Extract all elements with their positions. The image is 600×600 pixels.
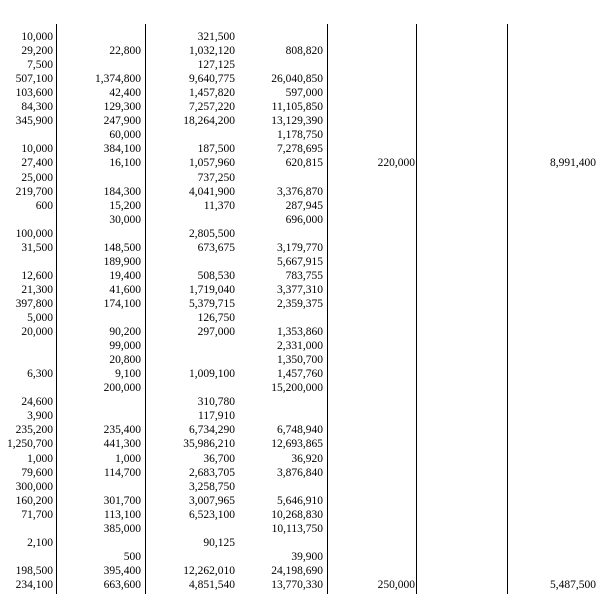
table-cell: 79,600 xyxy=(21,466,53,479)
table-cell: 234,100 xyxy=(15,578,53,591)
table-cell xyxy=(0,213,53,227)
table-cell xyxy=(420,325,596,339)
table-cell xyxy=(330,227,415,241)
table-row xyxy=(0,452,600,466)
table-row xyxy=(0,522,600,536)
table-cell xyxy=(330,564,415,578)
table-cell: 9,100 xyxy=(115,368,141,381)
table-cell: 1,057,960 xyxy=(189,157,235,170)
table-row xyxy=(0,255,600,269)
table-cell: 11,105,850 xyxy=(271,101,323,114)
table-cell: 1,719,040 xyxy=(189,283,235,296)
table-cell xyxy=(0,381,53,395)
table-cell: 18,264,200 xyxy=(183,115,235,128)
table-cell xyxy=(420,100,596,114)
table-cell xyxy=(420,44,596,58)
table-cell xyxy=(330,395,415,409)
table-row xyxy=(0,353,600,367)
table-cell xyxy=(60,227,141,241)
table-cell xyxy=(330,297,415,311)
table-cell: 35,986,210 xyxy=(183,438,235,451)
table-cell: 99,000 xyxy=(109,340,141,353)
table-row xyxy=(0,128,600,142)
table-cell: 397,800 xyxy=(15,297,53,310)
table-row xyxy=(0,241,600,255)
table-cell: 39,900 xyxy=(291,550,323,563)
table-cell xyxy=(330,255,415,269)
table-cell: 90,200 xyxy=(109,326,141,339)
table-cell xyxy=(330,522,415,536)
table-cell xyxy=(150,550,235,564)
table-cell xyxy=(330,30,415,44)
table-cell: 100,000 xyxy=(15,227,53,240)
table-cell: 7,500 xyxy=(27,59,53,72)
table-cell xyxy=(420,297,596,311)
table-cell xyxy=(330,213,415,227)
table-row xyxy=(0,185,600,199)
table-row xyxy=(0,199,600,213)
table-cell: 3,007,965 xyxy=(189,494,235,507)
table-row xyxy=(0,156,600,170)
table-row xyxy=(0,227,600,241)
table-row xyxy=(0,395,600,409)
table-cell xyxy=(330,100,415,114)
table-cell: 6,734,290 xyxy=(189,424,235,437)
table-cell xyxy=(245,409,323,423)
table-cell xyxy=(0,255,53,269)
table-cell: 1,350,700 xyxy=(277,354,323,367)
table-cell xyxy=(420,480,596,494)
table-row xyxy=(0,480,600,494)
table-cell: 16,100 xyxy=(109,157,141,170)
table-cell: 441,300 xyxy=(103,438,141,451)
table-cell: 41,600 xyxy=(109,283,141,296)
table-cell: 19,400 xyxy=(109,269,141,282)
table-cell: 5,487,500 xyxy=(550,578,596,591)
table-cell: 26,040,850 xyxy=(271,73,323,86)
table-cell xyxy=(420,508,596,522)
table-cell: 127,125 xyxy=(197,59,235,72)
table-cell: 3,900 xyxy=(27,410,53,423)
table-cell: 500 xyxy=(123,550,141,563)
table-row xyxy=(0,30,600,44)
table-cell: 1,009,100 xyxy=(189,368,235,381)
table-row xyxy=(0,283,600,297)
table-cell xyxy=(330,199,415,213)
table-cell xyxy=(150,128,235,142)
table-row xyxy=(0,100,600,114)
table-cell: 22,800 xyxy=(109,45,141,58)
table-row xyxy=(0,409,600,423)
table-cell xyxy=(60,480,141,494)
table-cell: 620,815 xyxy=(285,157,323,170)
table-cell xyxy=(330,142,415,156)
table-cell xyxy=(245,30,323,44)
table-cell: 12,600 xyxy=(21,269,53,282)
table-cell: 160,200 xyxy=(15,494,53,507)
table-cell xyxy=(330,494,415,508)
table-cell: 29,200 xyxy=(21,45,53,58)
table-cell xyxy=(330,339,415,353)
table-cell: 13,129,390 xyxy=(271,115,323,128)
table-cell: 15,200 xyxy=(109,199,141,212)
table-cell xyxy=(420,437,596,451)
table-cell: 385,000 xyxy=(103,522,141,535)
table-cell xyxy=(330,480,415,494)
table-cell: 25,000 xyxy=(21,171,53,184)
table-cell: 2,100 xyxy=(27,536,53,549)
table-cell xyxy=(0,522,53,536)
table-cell xyxy=(330,381,415,395)
table-cell: 220,000 xyxy=(377,157,415,170)
table-cell: 737,250 xyxy=(197,171,235,184)
table-cell: 6,300 xyxy=(27,368,53,381)
table-cell: 2,331,000 xyxy=(277,340,323,353)
table-cell xyxy=(420,409,596,423)
table-cell: 15,200,000 xyxy=(271,382,323,395)
table-cell: 12,262,010 xyxy=(183,564,235,577)
table-cell: 2,359,375 xyxy=(277,297,323,310)
table-cell xyxy=(420,536,596,550)
table-cell xyxy=(420,86,596,100)
table-cell xyxy=(420,114,596,128)
table-cell: 507,100 xyxy=(15,73,53,86)
table-cell xyxy=(420,58,596,72)
table-row xyxy=(0,213,600,227)
table-row xyxy=(0,494,600,508)
table-row xyxy=(0,437,600,451)
table-row xyxy=(0,367,600,381)
table-cell: 297,000 xyxy=(197,326,235,339)
table-cell: 3,876,840 xyxy=(277,466,323,479)
table-row xyxy=(0,339,600,353)
table-cell: 247,900 xyxy=(103,115,141,128)
table-cell xyxy=(245,395,323,409)
table-cell xyxy=(330,185,415,199)
table-cell: 345,900 xyxy=(15,115,53,128)
table-cell xyxy=(330,128,415,142)
table-cell xyxy=(330,311,415,325)
table-cell xyxy=(420,423,596,437)
table-cell xyxy=(150,353,235,367)
table-cell xyxy=(245,171,323,185)
table-cell: 60,000 xyxy=(109,129,141,142)
table-cell: 310,780 xyxy=(197,396,235,409)
table-cell xyxy=(330,171,415,185)
table-cell xyxy=(60,30,141,44)
table-cell: 8,991,400 xyxy=(550,157,596,170)
table-cell xyxy=(60,58,141,72)
table-cell: 395,400 xyxy=(103,564,141,577)
table-cell: 300,000 xyxy=(15,480,53,493)
table-cell: 1,250,700 xyxy=(7,438,53,451)
table-cell xyxy=(330,72,415,86)
table-row xyxy=(0,564,600,578)
table-cell: 3,376,870 xyxy=(277,185,323,198)
table-cell: 219,700 xyxy=(15,185,53,198)
table-cell xyxy=(330,367,415,381)
table-cell xyxy=(420,30,596,44)
table-cell: 1,000 xyxy=(27,452,53,465)
table-cell: 10,113,750 xyxy=(271,522,323,535)
table-cell xyxy=(420,564,596,578)
table-cell xyxy=(420,241,596,255)
table-row xyxy=(0,269,600,283)
table-cell: 2,683,705 xyxy=(189,466,235,479)
table-cell: 113,100 xyxy=(104,508,141,521)
table-cell xyxy=(60,536,141,550)
table-cell xyxy=(0,339,53,353)
table-cell: 1,178,750 xyxy=(277,129,323,142)
table-cell: 20,800 xyxy=(109,354,141,367)
table-cell: 3,179,770 xyxy=(277,241,323,254)
table-row xyxy=(0,311,600,325)
table-cell xyxy=(150,339,235,353)
table-cell: 11,370 xyxy=(203,199,235,212)
table-cell: 21,300 xyxy=(21,283,53,296)
table-cell: 597,000 xyxy=(285,87,323,100)
table-cell xyxy=(60,171,141,185)
table-cell xyxy=(330,452,415,466)
table-row xyxy=(0,114,600,128)
table-cell xyxy=(245,227,323,241)
table-cell xyxy=(330,241,415,255)
table-cell xyxy=(420,381,596,395)
table-cell: 1,457,820 xyxy=(189,87,235,100)
table-cell: 1,374,800 xyxy=(95,73,141,86)
table-row xyxy=(0,58,600,72)
table-cell: 3,258,750 xyxy=(189,480,235,493)
table-cell: 696,000 xyxy=(285,213,323,226)
table-cell xyxy=(330,353,415,367)
table-cell: 600 xyxy=(35,199,53,212)
table-cell: 114,700 xyxy=(104,466,141,479)
table-cell: 7,278,695 xyxy=(277,143,323,156)
table-cell: 6,523,100 xyxy=(189,508,235,521)
table-row xyxy=(0,142,600,156)
table-cell: 31,500 xyxy=(21,241,53,254)
table-cell: 663,600 xyxy=(103,578,141,591)
table-row xyxy=(0,508,600,522)
table-cell: 148,500 xyxy=(103,241,141,254)
table-cell: 10,268,830 xyxy=(271,508,323,521)
table-cell xyxy=(330,114,415,128)
table-cell: 4,041,900 xyxy=(189,185,235,198)
table-cell: 103,600 xyxy=(15,87,53,100)
table-row xyxy=(0,550,600,564)
table-cell: 2,805,500 xyxy=(189,227,235,240)
table-cell: 1,353,860 xyxy=(277,326,323,339)
table-cell xyxy=(330,550,415,564)
table-cell xyxy=(420,353,596,367)
table-cell xyxy=(330,58,415,72)
table-cell xyxy=(420,494,596,508)
table-cell: 189,900 xyxy=(103,255,141,268)
table-row xyxy=(0,171,600,185)
table-cell xyxy=(420,213,596,227)
table-cell: 508,530 xyxy=(197,269,235,282)
table-cell xyxy=(330,283,415,297)
table-cell xyxy=(0,128,53,142)
table-cell xyxy=(150,255,235,269)
table-cell xyxy=(420,395,596,409)
table-cell xyxy=(420,255,596,269)
table-cell: 1,000 xyxy=(115,452,141,465)
table-cell xyxy=(60,395,141,409)
table-cell xyxy=(420,171,596,185)
table-cell: 1,457,760 xyxy=(277,368,323,381)
table-cell xyxy=(330,508,415,522)
table-cell xyxy=(420,185,596,199)
table-row xyxy=(0,536,600,550)
table-cell: 42,400 xyxy=(109,87,141,100)
table-cell xyxy=(150,213,235,227)
table-cell: 24,600 xyxy=(21,396,53,409)
table-cell: 126,750 xyxy=(197,312,235,324)
table-cell: 24,198,690 xyxy=(271,564,323,577)
table-cell: 84,300 xyxy=(21,101,53,114)
table-cell xyxy=(245,480,323,494)
table-row xyxy=(0,381,600,395)
table-cell: 321,500 xyxy=(197,31,235,43)
table-row xyxy=(0,578,600,592)
table-cell: 235,200 xyxy=(15,424,53,437)
table-cell: 384,100 xyxy=(103,143,141,156)
table-cell xyxy=(330,325,415,339)
table-cell xyxy=(245,536,323,550)
table-cell xyxy=(420,142,596,156)
table-cell xyxy=(420,227,596,241)
table-cell xyxy=(330,409,415,423)
table-cell xyxy=(330,437,415,451)
table-cell: 5,000 xyxy=(27,312,53,324)
table-cell: 117,910 xyxy=(198,410,235,423)
table-cell: 90,125 xyxy=(203,536,235,549)
table-cell xyxy=(330,466,415,480)
table-row xyxy=(0,325,600,339)
table-cell: 235,400 xyxy=(103,424,141,437)
table-cell xyxy=(420,311,596,325)
table-cell xyxy=(330,536,415,550)
table-cell: 7,257,220 xyxy=(189,101,235,114)
table-cell xyxy=(330,86,415,100)
table-cell: 198,500 xyxy=(15,564,53,577)
table-cell: 200,000 xyxy=(103,382,141,395)
table-row xyxy=(0,466,600,480)
table-cell xyxy=(420,522,596,536)
table-cell xyxy=(330,423,415,437)
table-row xyxy=(0,297,600,311)
table-cell xyxy=(330,269,415,283)
table-cell: 1,032,120 xyxy=(189,45,235,58)
table-cell: 783,755 xyxy=(285,269,323,282)
table-cell xyxy=(330,44,415,58)
table-cell xyxy=(420,367,596,381)
table-cell: 129,300 xyxy=(103,101,141,114)
table-cell xyxy=(0,353,53,367)
table-cell xyxy=(150,522,235,536)
table-row xyxy=(0,423,600,437)
table-cell: 808,820 xyxy=(285,45,323,58)
table-cell xyxy=(60,311,141,325)
table-cell: 187,500 xyxy=(197,143,235,156)
table-cell xyxy=(420,452,596,466)
table-cell xyxy=(420,72,596,86)
table-cell xyxy=(245,58,323,72)
table-cell: 673,675 xyxy=(197,241,235,254)
table-cell: 174,100 xyxy=(103,297,141,310)
table-cell xyxy=(60,409,141,423)
table-cell: 27,400 xyxy=(21,157,53,170)
table-row xyxy=(0,86,600,100)
table-cell: 20,000 xyxy=(21,326,53,339)
table-row xyxy=(0,44,600,58)
table-cell: 10,000 xyxy=(21,143,53,156)
table-cell: 6,748,940 xyxy=(277,424,323,437)
table-cell: 4,851,540 xyxy=(189,578,235,591)
table-cell: 71,700 xyxy=(21,508,53,521)
table-cell: 5,667,915 xyxy=(277,255,323,268)
table-cell xyxy=(420,269,596,283)
table-cell: 5,646,910 xyxy=(277,494,323,507)
table-cell xyxy=(245,311,323,325)
table-cell xyxy=(0,550,53,564)
table-cell: 10,000 xyxy=(21,31,53,43)
table-cell xyxy=(420,339,596,353)
table-cell xyxy=(420,128,596,142)
table-cell: 30,000 xyxy=(109,213,141,226)
table-cell: 36,920 xyxy=(291,452,323,465)
table-cell: 13,770,330 xyxy=(271,578,323,591)
table-cell: 12,693,865 xyxy=(271,438,323,451)
table-cell xyxy=(420,550,596,564)
table-cell xyxy=(420,466,596,480)
table-cell: 250,000 xyxy=(377,578,415,591)
table-cell: 184,300 xyxy=(103,185,141,198)
table-cell xyxy=(420,199,596,213)
table-cell: 3,377,310 xyxy=(277,283,323,296)
table-cell xyxy=(150,381,235,395)
table-cell: 36,700 xyxy=(203,452,235,465)
table-cell: 9,640,775 xyxy=(189,73,235,86)
table-cell: 301,700 xyxy=(103,494,141,507)
table-cell: 287,945 xyxy=(285,199,323,212)
table-row xyxy=(0,72,600,86)
table-cell xyxy=(420,283,596,297)
table-cell: 5,379,715 xyxy=(189,297,235,310)
